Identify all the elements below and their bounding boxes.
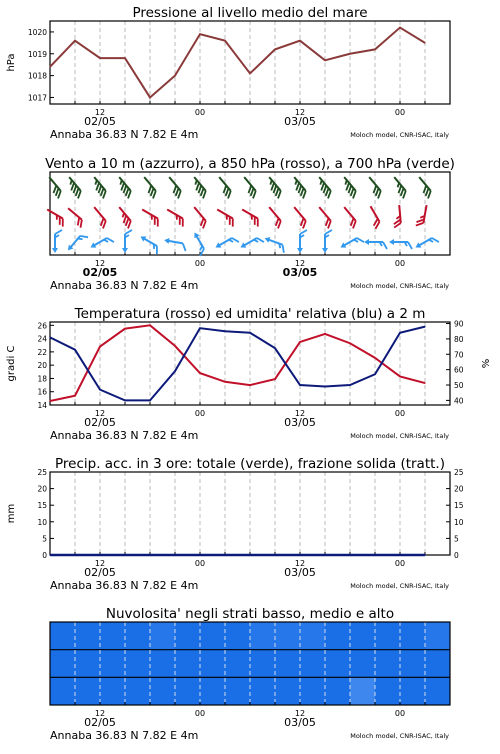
- wind-barb-700-hPa: [139, 177, 159, 198]
- x-tick-label: 00: [394, 409, 406, 418]
- temperature-line-point: [224, 381, 225, 382]
- x-tick-label: 12: [294, 559, 306, 568]
- pressure-line-point: [174, 75, 175, 76]
- cloud-cell-alto: [425, 622, 451, 650]
- y-tick-label: 10: [37, 517, 47, 527]
- wind-barb-10-m: [339, 233, 364, 253]
- model-credit: Moloch model, CNR-ISAC, Italy: [350, 732, 449, 740]
- cloud-cell-medio: [50, 650, 76, 678]
- precipitation-line-point: [324, 554, 325, 555]
- day-label: 03/05: [284, 716, 316, 729]
- pressure-line-point: [149, 97, 150, 98]
- cloud-cell-medio: [350, 650, 376, 678]
- x-tick-label: 00: [194, 108, 206, 117]
- precipitation-line-point: [424, 554, 425, 555]
- y-tick-label: 26: [37, 321, 47, 331]
- cloud-cell-medio: [250, 650, 276, 678]
- humidity-line-point: [374, 374, 375, 375]
- wind-barb-850-hPa: [314, 207, 334, 228]
- humidity-line-point: [124, 400, 125, 401]
- cloud-cell-medio: [325, 650, 351, 678]
- wind-barb-700-hPa: [189, 177, 209, 198]
- wind-barb-10-m: [66, 231, 88, 255]
- precipitation-line-point: [224, 554, 225, 555]
- precipitation-line-point: [49, 554, 50, 555]
- x-tick-label: 12: [94, 259, 106, 268]
- temperature-line-point: [324, 333, 325, 334]
- x-tick-label: 00: [194, 259, 206, 268]
- y2-tick-label: 5: [454, 534, 459, 544]
- x-tick-label: 00: [194, 709, 206, 718]
- barb-shaft: [167, 241, 183, 244]
- barb-arrowhead: [192, 231, 200, 238]
- location-label: Annaba 36.83 N 7.82 E 4m: [50, 128, 199, 141]
- cloud-cell-medio: [175, 650, 201, 678]
- precipitation-line-point: [74, 554, 75, 555]
- y-tick-label: 14: [37, 401, 47, 410]
- wind-barb-850-hPa: [189, 207, 209, 228]
- precipitation-line-point: [249, 554, 250, 555]
- cloud-cell-alto: [375, 622, 401, 650]
- wind-barb-700-hPa: [239, 177, 259, 198]
- barb-feather: [300, 230, 307, 234]
- day-label: 02/05: [84, 716, 116, 729]
- temperature-line-point: [149, 325, 150, 326]
- x-tick-label: 12: [294, 108, 306, 117]
- wind-barb-10-m: [188, 231, 208, 256]
- pressure-line-point: [424, 42, 425, 43]
- cloud-cell-basso: [125, 677, 151, 705]
- chart-title: Nuvolosita' negli strati basso, medio e alto: [105, 606, 395, 622]
- barb-feather: [125, 230, 132, 234]
- y-tick-label: 22: [37, 347, 47, 357]
- model-credit: Moloch model, CNR-ISAC, Italy: [350, 282, 449, 290]
- humidity-line-point: [74, 349, 75, 350]
- wind-barb-10-m: [122, 230, 132, 253]
- wind-barb-10-m: [297, 230, 307, 253]
- pressure-line-point: [124, 58, 125, 59]
- wind-barb-700-hPa: [64, 177, 84, 198]
- temperature-line-point: [49, 400, 50, 401]
- wind-barb-850-hPa: [264, 207, 284, 228]
- x-tick-label: 00: [394, 709, 406, 718]
- cloud-cell-alto: [125, 622, 151, 650]
- wind-barb-700-hPa: [314, 177, 334, 198]
- wind-barb-10-m: [239, 233, 264, 253]
- cloud-cell-basso: [75, 677, 101, 705]
- y2-tick-label: 20: [454, 484, 464, 494]
- pressure-line-point: [199, 34, 200, 35]
- humidity-line-point: [349, 384, 350, 385]
- wind-barb-700-hPa: [214, 177, 234, 198]
- cloud-cell-basso: [325, 677, 351, 705]
- day-label: 03/05: [284, 115, 316, 128]
- humidity-line-point: [299, 384, 300, 385]
- humidity-line-point: [424, 326, 425, 327]
- temperature-line-point: [424, 382, 425, 383]
- cloud-cell-basso: [225, 677, 251, 705]
- cloud-cell-alto: [400, 622, 426, 650]
- location-label: Annaba 36.83 N 7.82 E 4m: [50, 729, 199, 742]
- barb-feather: [383, 242, 387, 249]
- y-tick-label: 15: [37, 501, 47, 511]
- pressure-line: [50, 28, 425, 98]
- temperature-line-point: [249, 384, 250, 385]
- cloud-cell-medio: [200, 650, 226, 678]
- cloud-cell-basso: [375, 677, 401, 705]
- wind-barb-850-hPa: [114, 207, 134, 228]
- humidity-line-point: [274, 348, 275, 349]
- day-label: 03/05: [284, 566, 316, 579]
- wind-barb-700-hPa: [114, 177, 134, 198]
- day-label: 02/05: [84, 115, 116, 128]
- temperature-line-point: [124, 328, 125, 329]
- wind-barb-10-m: [89, 233, 114, 253]
- temperature-line-point: [99, 346, 100, 347]
- y-tick-label: 20: [37, 361, 47, 371]
- temperature-line-point: [74, 395, 75, 396]
- y-tick-label: 18: [37, 374, 47, 384]
- chart-title: Pressione al livello medio del mare: [132, 5, 368, 21]
- cloud-cell-basso: [200, 677, 226, 705]
- humidity-line-point: [174, 371, 175, 372]
- pressure-line-point: [99, 58, 100, 59]
- y-tick-label: 24: [37, 334, 47, 344]
- y-tick-label: 1020: [27, 27, 47, 37]
- x-tick-label: 12: [294, 259, 306, 268]
- cloud-cell-basso: [175, 677, 201, 705]
- location-label: Annaba 36.83 N 7.82 E 4m: [50, 279, 199, 292]
- barb-feather: [325, 230, 332, 234]
- barb-feather: [432, 236, 439, 244]
- temperature-line-point: [399, 376, 400, 377]
- barb-arrowhead: [414, 242, 421, 250]
- temperature-line-point: [374, 357, 375, 358]
- cloud-cell-alto: [175, 622, 201, 650]
- y2-axis-label: %: [481, 358, 492, 369]
- cloud-cell-alto: [150, 622, 176, 650]
- humidity-line-point: [49, 337, 50, 338]
- x-tick-label: 12: [94, 108, 106, 117]
- barb-feather: [357, 236, 364, 244]
- barb-arrowhead: [164, 237, 170, 244]
- barb-arrowhead: [264, 235, 271, 242]
- pressure-line-point: [49, 66, 50, 67]
- y2-tick-label: 70: [454, 350, 464, 360]
- barb-arrowhead: [389, 239, 394, 245]
- x-tick-label: 12: [94, 709, 106, 718]
- barb-feather: [232, 236, 239, 244]
- wind-barb-850-hPa: [44, 210, 67, 227]
- location-label: Annaba 36.83 N 7.82 E 4m: [50, 429, 199, 442]
- cloud-cell-basso: [400, 677, 426, 705]
- humidity-line-point: [399, 332, 400, 333]
- wind-barb-700-hPa: [44, 177, 64, 198]
- x-tick-label: 12: [94, 559, 106, 568]
- cloud-cell-medio: [375, 650, 401, 678]
- x-tick-label: 00: [394, 108, 406, 117]
- precipitation-line-point: [399, 554, 400, 555]
- cloud-cell-alto: [200, 622, 226, 650]
- cloud-cell-alto: [300, 622, 326, 650]
- cloud-cell-medio: [300, 650, 326, 678]
- y-tick-label: 16: [37, 387, 47, 397]
- y2-tick-label: 25: [454, 468, 464, 477]
- cloud-cell-basso: [350, 677, 376, 705]
- wind-barb-850-hPa: [339, 207, 359, 228]
- day-label: 02/05: [84, 416, 116, 429]
- barb-arrowhead: [122, 248, 128, 253]
- temperature-line-point: [349, 343, 350, 344]
- wind-barb-700-hPa: [289, 177, 309, 198]
- wind-barb-10-m: [137, 234, 162, 254]
- wind-barb-700-hPa: [339, 177, 359, 198]
- cloud-cell-basso: [275, 677, 301, 705]
- chart-title: Temperatura (rosso) ed umidita' relativa (blu) a 2 m: [74, 306, 426, 322]
- temperature-line-point: [274, 379, 275, 380]
- y2-tick-label: 80: [454, 334, 464, 344]
- y2-tick-label: 10: [454, 517, 464, 527]
- y-tick-label: 1018: [27, 71, 47, 81]
- location-label: Annaba 36.83 N 7.82 E 4m: [50, 579, 199, 592]
- wind-barb-700-hPa: [364, 177, 384, 198]
- wind-barb-850-hPa: [364, 206, 381, 229]
- humidity-line-point: [199, 328, 200, 329]
- y2-tick-label: 15: [454, 501, 464, 511]
- cloud-cell-alto: [50, 622, 76, 650]
- barb-feather: [408, 242, 412, 249]
- barb-feather: [55, 230, 62, 234]
- cloud-cell-alto: [275, 622, 301, 650]
- precipitation-line-point: [274, 554, 275, 555]
- wind-barb-850-hPa: [64, 208, 85, 228]
- humidity-line-point: [249, 332, 250, 333]
- y2-tick-label: 0: [454, 551, 459, 560]
- humidity-line: [50, 327, 425, 401]
- barb-arrowhead: [52, 248, 58, 253]
- x-tick-label: 00: [194, 409, 206, 418]
- pressure-line-point: [249, 73, 250, 74]
- y2-tick-label: 50: [454, 381, 464, 391]
- barb-feather: [182, 243, 187, 251]
- cloud-cell-alto: [75, 622, 101, 650]
- barb-feather: [280, 245, 286, 253]
- precipitation-line-point: [349, 554, 350, 555]
- cloud-cell-medio: [425, 650, 451, 678]
- temperature-line: [50, 325, 425, 401]
- precipitation-line-point: [299, 554, 300, 555]
- cloud-cell-medio: [225, 650, 251, 678]
- barb-arrowhead: [339, 242, 346, 250]
- y-axis-label: hPa: [6, 53, 17, 72]
- x-tick-label: 00: [194, 559, 206, 568]
- precipitation-line-point: [149, 554, 150, 555]
- wind-barb-10-m: [322, 230, 332, 253]
- barb-arrowhead: [297, 248, 303, 253]
- temperature-line-point: [199, 373, 200, 374]
- wind-barb-10-m: [52, 230, 62, 253]
- pressure-line-point: [324, 60, 325, 61]
- cloud-cell-basso: [425, 677, 451, 705]
- x-tick-label: 12: [294, 409, 306, 418]
- y-axis-label: mm: [6, 503, 17, 524]
- day-label: 02/05: [82, 266, 118, 279]
- precipitation-line-point: [99, 554, 100, 555]
- barb-arrowhead: [239, 242, 246, 250]
- x-tick-label: 12: [94, 409, 106, 418]
- cloud-cell-medio: [150, 650, 176, 678]
- y-tick-label: 20: [37, 484, 47, 494]
- pressure-line-point: [374, 49, 375, 50]
- cloud-cell-medio: [400, 650, 426, 678]
- cloud-cell-alto: [250, 622, 276, 650]
- wind-barb-700-hPa: [414, 177, 434, 198]
- cloud-cell-basso: [100, 677, 126, 705]
- cloud-cell-basso: [300, 677, 326, 705]
- cloud-cell-alto: [100, 622, 126, 650]
- pressure-line-point: [399, 27, 400, 28]
- wind-barb-850-hPa: [392, 205, 401, 228]
- humidity-line-point: [149, 400, 150, 401]
- y-tick-label: 0: [42, 551, 47, 560]
- chart-title: Precip. acc. in 3 ore: totale (verde), frazione solida (tratt.): [55, 456, 445, 472]
- temperature-line-point: [174, 345, 175, 346]
- cloud-cell-alto: [325, 622, 351, 650]
- pressure-line-point: [349, 53, 350, 54]
- wind-barb-700-hPa: [89, 177, 109, 198]
- y-tick-label: 1017: [27, 93, 47, 103]
- chart-title: Vento a 10 m (azzurro), a 850 hPa (rosso), a 700 hPa (verde): [45, 156, 455, 172]
- y2-tick-label: 40: [454, 396, 464, 406]
- y2-tick-label: 60: [454, 365, 464, 375]
- y-tick-label: 1019: [27, 49, 47, 59]
- precipitation-line-point: [374, 554, 375, 555]
- cloud-cell-medio: [100, 650, 126, 678]
- y-tick-label: 25: [37, 468, 47, 477]
- y-axis-label: gradi C: [6, 345, 17, 382]
- day-label: 03/05: [282, 266, 318, 279]
- precipitation-line-point: [174, 554, 175, 555]
- model-credit: Moloch model, CNR-ISAC, Italy: [350, 131, 449, 139]
- humidity-line-point: [99, 389, 100, 390]
- pressure-line-point: [299, 40, 300, 41]
- model-credit: Moloch model, CNR-ISAC, Italy: [350, 582, 449, 590]
- precipitation-line-point: [199, 554, 200, 555]
- cloud-cell-basso: [150, 677, 176, 705]
- barb-arrowhead: [364, 239, 369, 245]
- barb-arrowhead: [89, 242, 96, 250]
- cloud-cell-alto: [225, 622, 251, 650]
- y2-tick-label: 90: [454, 319, 464, 329]
- y-tick-label: 5: [42, 534, 47, 544]
- barb-arrowhead: [322, 248, 328, 253]
- wind-barb-10-m: [414, 233, 439, 253]
- wind-barb-700-hPa: [164, 177, 184, 198]
- x-tick-label: 00: [394, 259, 406, 268]
- pressure-line-point: [274, 49, 275, 50]
- barb-arrowhead: [214, 242, 221, 250]
- cloud-cell-basso: [250, 677, 276, 705]
- barb-feather: [107, 236, 114, 244]
- barb-feather: [257, 236, 264, 244]
- humidity-line-point: [324, 386, 325, 387]
- precipitation-line-point: [124, 554, 125, 555]
- day-label: 03/05: [284, 416, 316, 429]
- barb-arrowhead: [139, 234, 146, 242]
- day-label: 02/05: [84, 566, 116, 579]
- humidity-line-point: [224, 331, 225, 332]
- cloud-cell-basso: [50, 677, 76, 705]
- cloud-cell-medio: [275, 650, 301, 678]
- pressure-line-point: [224, 40, 225, 41]
- wind-barb-850-hPa: [89, 207, 109, 228]
- wind-barb-700-hPa: [389, 177, 409, 198]
- wind-barb-10-m: [214, 233, 239, 253]
- cloud-cell-alto: [350, 622, 376, 650]
- wind-barb-850-hPa: [289, 207, 309, 228]
- temperature-line-point: [299, 341, 300, 342]
- x-tick-label: 12: [294, 709, 306, 718]
- cloud-cell-medio: [125, 650, 151, 678]
- wind-barb-700-hPa: [264, 177, 284, 198]
- cloud-cell-medio: [75, 650, 101, 678]
- x-tick-label: 00: [394, 559, 406, 568]
- pressure-line-point: [74, 40, 75, 41]
- model-credit: Moloch model, CNR-ISAC, Italy: [350, 432, 449, 440]
